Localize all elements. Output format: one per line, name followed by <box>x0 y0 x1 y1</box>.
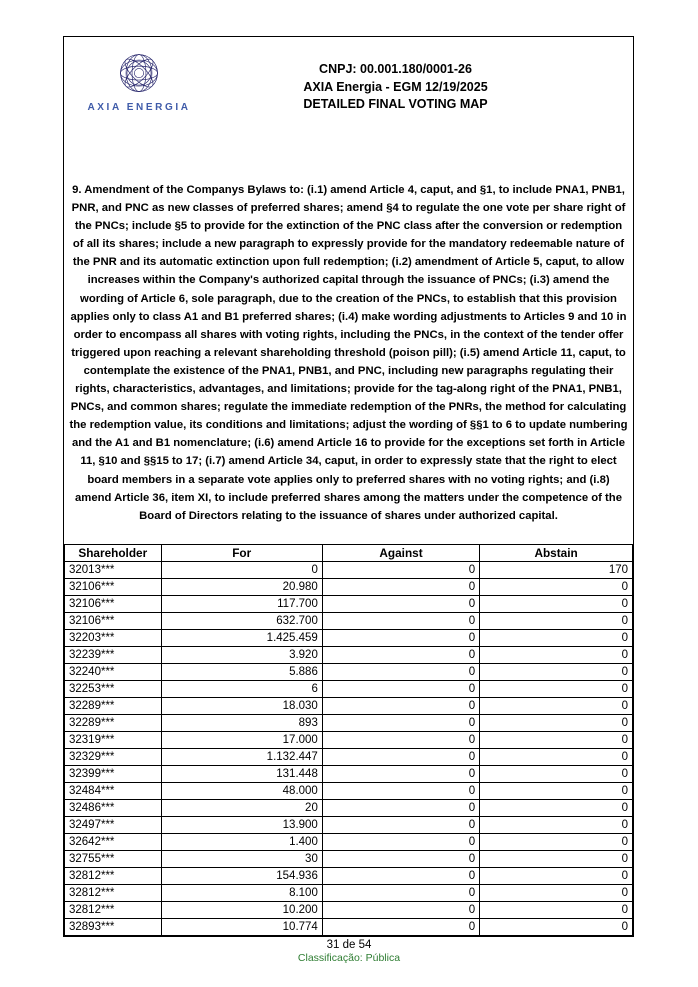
logo-mark-icon <box>111 49 167 99</box>
vote-value: 0 <box>322 698 479 715</box>
vote-value: 0 <box>161 562 322 579</box>
shareholder-id: 32239*** <box>65 647 162 664</box>
shareholder-id: 32289*** <box>65 698 162 715</box>
table-row <box>65 698 633 715</box>
table-row <box>65 715 633 732</box>
vote-value: 0 <box>322 766 479 783</box>
page-footer <box>0 939 698 964</box>
vote-value: 1.400 <box>161 834 322 851</box>
vote-value: 0 <box>480 749 633 766</box>
table-row <box>65 800 633 817</box>
table-row <box>65 851 633 868</box>
column-header-shareholder: Shareholder <box>65 545 162 562</box>
table-row <box>65 630 633 647</box>
vote-value: 0 <box>322 800 479 817</box>
vote-value: 10.200 <box>161 902 322 919</box>
shareholder-id: 32106*** <box>65 596 162 613</box>
vote-value: 1.425.459 <box>161 630 322 647</box>
vote-value: 0 <box>322 647 479 664</box>
shareholder-id: 32106*** <box>65 613 162 630</box>
vote-value: 0 <box>322 715 479 732</box>
vote-value: 0 <box>322 596 479 613</box>
table-row <box>65 885 633 902</box>
vote-value: 0 <box>480 732 633 749</box>
shareholder-id: 32642*** <box>65 834 162 851</box>
vote-value: 0 <box>480 766 633 783</box>
table-row <box>65 868 633 885</box>
table-row <box>65 919 633 936</box>
vote-value: 0 <box>322 868 479 885</box>
vote-value: 0 <box>322 783 479 800</box>
vote-value: 0 <box>322 664 479 681</box>
vote-value: 0 <box>322 732 479 749</box>
shareholder-id: 32319*** <box>65 732 162 749</box>
voting-table <box>64 544 633 936</box>
table-row <box>65 732 633 749</box>
shareholder-id: 32399*** <box>65 766 162 783</box>
shareholder-id: 32240*** <box>65 664 162 681</box>
vote-value: 20.980 <box>161 579 322 596</box>
column-header-abstain: Abstain <box>480 545 633 562</box>
vote-value: 1.132.447 <box>161 749 322 766</box>
vote-value: 30 <box>161 851 322 868</box>
table-row <box>65 613 633 630</box>
vote-value: 131.448 <box>161 766 322 783</box>
vote-value: 0 <box>480 613 633 630</box>
vote-value: 0 <box>480 630 633 647</box>
vote-value: 0 <box>480 851 633 868</box>
table-row <box>65 783 633 800</box>
shareholder-id: 32484*** <box>65 783 162 800</box>
column-header-against: Against <box>322 545 479 562</box>
vote-value: 0 <box>322 851 479 868</box>
vote-value: 632.700 <box>161 613 322 630</box>
table-row <box>65 562 633 579</box>
vote-value: 17.000 <box>161 732 322 749</box>
shareholder-id: 32013*** <box>65 562 162 579</box>
vote-value: 0 <box>480 817 633 834</box>
shareholder-id: 32812*** <box>65 902 162 919</box>
vote-value: 0 <box>480 868 633 885</box>
shareholder-id: 32106*** <box>65 579 162 596</box>
vote-value: 0 <box>322 749 479 766</box>
vote-value: 6 <box>161 681 322 698</box>
table-row <box>65 579 633 596</box>
vote-value: 0 <box>322 902 479 919</box>
vote-value: 0 <box>480 579 633 596</box>
document-header <box>64 45 633 114</box>
vote-value: 10.774 <box>161 919 322 936</box>
table-row <box>65 664 633 681</box>
vote-value: 48.000 <box>161 783 322 800</box>
table-row <box>65 766 633 783</box>
vote-value: 0 <box>322 834 479 851</box>
table-row <box>65 902 633 919</box>
vote-value: 0 <box>480 715 633 732</box>
vote-value: 0 <box>480 919 633 936</box>
vote-value: 893 <box>161 715 322 732</box>
company-logo <box>64 45 214 113</box>
shareholder-id: 32497*** <box>65 817 162 834</box>
vote-value: 5.886 <box>161 664 322 681</box>
vote-value: 0 <box>480 698 633 715</box>
shareholder-id: 32893*** <box>65 919 162 936</box>
shareholder-id: 32755*** <box>65 851 162 868</box>
document-frame <box>63 36 634 937</box>
vote-value: 0 <box>480 800 633 817</box>
vote-value: 0 <box>480 596 633 613</box>
vote-value: 0 <box>322 613 479 630</box>
vote-value: 0 <box>480 681 633 698</box>
vote-value: 0 <box>480 885 633 902</box>
header-doc-title: DETAILED FINAL VOTING MAP <box>303 97 488 111</box>
shareholder-id: 32329*** <box>65 749 162 766</box>
vote-value: 0 <box>322 630 479 647</box>
vote-value: 0 <box>322 885 479 902</box>
header-meeting: AXIA Energia - EGM 12/19/2025 <box>303 79 488 94</box>
vote-value: 0 <box>322 681 479 698</box>
vote-value: 0 <box>322 562 479 579</box>
vote-value: 170 <box>480 562 633 579</box>
vote-value: 0 <box>480 783 633 800</box>
vote-value: 20 <box>161 800 322 817</box>
vote-value: 0 <box>480 902 633 919</box>
vote-value: 8.100 <box>161 885 322 902</box>
table-row <box>65 681 633 698</box>
vote-value: 154.936 <box>161 868 322 885</box>
vote-value: 3.920 <box>161 647 322 664</box>
table-row <box>65 817 633 834</box>
shareholder-id: 32812*** <box>65 885 162 902</box>
column-header-for: For <box>161 545 322 562</box>
table-row <box>65 834 633 851</box>
vote-value: 0 <box>322 817 479 834</box>
table-row <box>65 647 633 664</box>
header-cnpj: CNPJ: 00.001.180/0001-26 <box>319 62 472 76</box>
table-row <box>65 749 633 766</box>
logo-wordmark: AXIA ENERGIA <box>87 102 191 113</box>
shareholder-id: 32289*** <box>65 715 162 732</box>
page-number: 31 de 54 <box>326 939 372 951</box>
vote-value: 0 <box>480 834 633 851</box>
vote-value: 18.030 <box>161 698 322 715</box>
vote-value: 0 <box>480 647 633 664</box>
table-row <box>65 596 633 613</box>
table-header-row <box>65 545 633 562</box>
vote-value: 13.900 <box>161 817 322 834</box>
vote-value: 0 <box>322 919 479 936</box>
shareholder-id: 32203*** <box>65 630 162 647</box>
shareholder-id: 32253*** <box>65 681 162 698</box>
shareholder-id: 32812*** <box>65 868 162 885</box>
vote-value: 117.700 <box>161 596 322 613</box>
vote-value: 0 <box>322 579 479 596</box>
agenda-item-9-paragraph: 9. Amendment of the Companys Bylaws to: (i.1) amend Article 4, caput, and §1, to include PNA1, PNB1, PNR, and PNC as new classes of preferred shares; amend §4 to regulate the one vote per share right of the PNCs; include §5 to provide for the extinction of the PNC class after the conversion or redemption of all its shares; include a new paragraph to expressly provide for the mandatory redeemable nature of the PNR and its automatic extinction upon full redemption; (i.2) amendment of Article 5, caput, to allow increases within the Company's authorized capital through the issuance of PNCs; (i.3) amend the wording of Article 6, sole paragraph, due to the creation of the PNCs, to establish that this provision applies only to class A1 and B1 preferred shares; (i.4) make wording adjustments to Articles 9 and 10 in order to encompass all shares with voting rights, including the PNCs, in the context of the tender offer triggered upon reaching a relevant shareholding threshold (poison pill); (i.5) amend Article 11, caput, to contemplate the existence of the PNA1, PNB1, and PNC, including new paragraphs regulating their rights, characteristics, advantages, and limitations; provide for the tag-along right of the PNA1, PNB1, PNCs, and common shares; regulate the immediate redemption of the PNRs, the method for calculating the redemption value, its conditions and limitations; adjust the wording of §§1 to 6 to update numbering and the A1 and B1 nomenclature; (i.6) amend Article 16 to provide for the exceptions set forth in Article 11, §10 and §§15 to 17; (i.7) amend Article 34, caput, in order to expressly state that the right to elect board members in a separate vote applies only to preferred shares with no voting rights; and (i.8) amend Article 36, item XI, to include preferred shares among the matters under the competence of the Board of Directors relating to the issuance of shares under authorized capital. <box>69 184 628 522</box>
classification-label: Classificação: Pública <box>297 952 401 964</box>
shareholder-id: 32486*** <box>65 800 162 817</box>
vote-value: 0 <box>480 664 633 681</box>
header-title-block <box>214 45 633 114</box>
